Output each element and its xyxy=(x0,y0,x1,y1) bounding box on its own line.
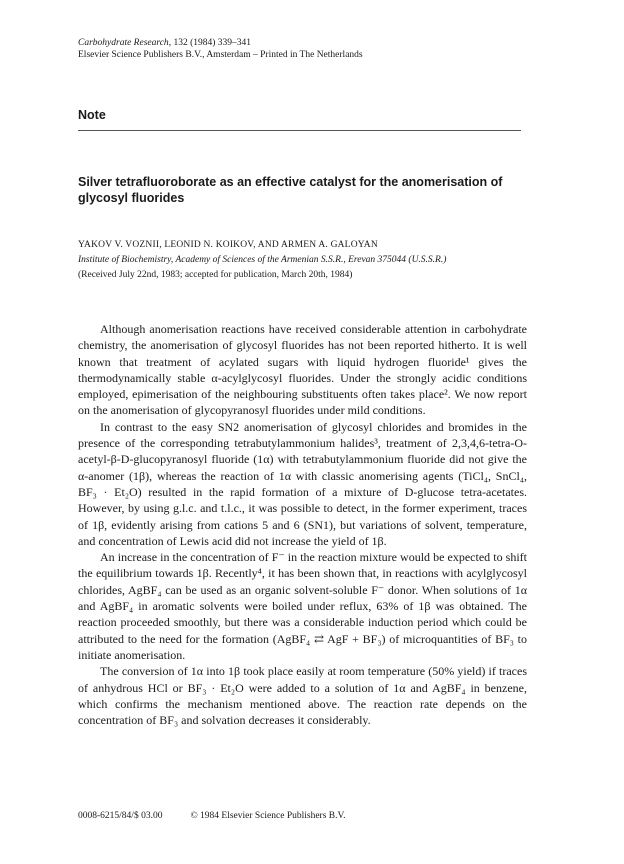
article-title: Silver tetrafluoroborate as an effective catalyst for the anomerisation of glycosyl fluorides xyxy=(78,175,503,205)
header-rule xyxy=(78,130,521,131)
page-footer xyxy=(78,811,346,821)
copyright-line: © 1984 Elsevier Science Publishers B.V. xyxy=(190,811,346,821)
journal-name: Carbohydrate Research xyxy=(78,38,169,48)
body-paragraph: In contrast to the easy SN2 anomerisation of glycosyl chlorides and bromides in the presence of the corresponding tetrabutylammonium halides³, treatment of 2,3,4,6-tetra-O-acetyl-β-D-glucopyranosyl fluoride (1α) with tetrabutylammonium fluoride did not give the α-anomer (1β), whereas the reaction of 1α with classic anomerising agents (TiCl₄, SnCl₄, BF₃ · Et₂O) resulted in the rapid formation of a mixture of D-glucose tetra-acetates. However, by using g.l.c. and t.l.c., it was possible to detect, in the former experiment, traces of 1β, evidently arising from cations 5 and 6 (SN1), but variations of solvent, temperature, and concentration of Lewis acid did not increase the yield of 1β. xyxy=(78,419,527,548)
journal-header xyxy=(78,37,363,61)
body-paragraph: An increase in the concentration of F⁻ in the reaction mixture would be expected to shift the equilibrium towards 1β. Recently⁴, it has been shown that, in reactions with acylglycosyl chlorides, AgBF₄ can be used as an organic solvent-soluble F⁻ donor. When solutions of 1α and AgBF₄ in aromatic solvents were boiled under reflux, 63% of 1β was obtained. The reaction proceeded smoothly, but there was a considerable induction period which could be attributed to the need for the formation (AgBF₄ ⇄ AgF + BF₃) of microquantities of BF₃ to initiate anomerisation. xyxy=(78,550,527,662)
article-body xyxy=(78,321,527,728)
journal-citation: , 132 (1984) 339–341 xyxy=(168,38,252,48)
section-label: Note xyxy=(78,108,106,122)
issn-code: 0008-6215/84/$ 03.00 xyxy=(78,811,163,821)
body-paragraph: The conversion of 1α into 1β took place easily at room temperature (50% yield) if traces of anhydrous HCl or BF₃ · Et₂O were added to a solution of 1α and AgBF₄ in benzene, which confirms the mechanism mentioned above. The reaction rate depends on the concentration of BF₃ and solvation decreases it considerably. xyxy=(78,664,527,728)
publisher-line: Elsevier Science Publishers B.V., Amsterdam – Printed in The Netherlands xyxy=(78,50,363,60)
affiliation: Institute of Biochemistry, Academy of Sciences of the Armenian S.S.R., Erevan 375044 (U.S.S.R.) xyxy=(78,255,447,265)
author-list: YAKOV V. VOZNII, LEONID N. KOIKOV, AND ARMEN A. GALOYAN xyxy=(78,240,378,250)
body-paragraph: Although anomerisation reactions have received considerable attention in carbohydrate chemistry, the anomerisation of glycosyl fluorides has not been reported hitherto. It is well known that treatment of acylated sugars with liquid hydrogen fluoride¹ gives the thermodynamically stable α-acylglycosyl fluorides. Under the strongly acidic conditions employed, epimerisation of the neighbouring substituents often takes place². We now report on the anomerisation of glycopyranosyl fluorides under mild conditions. xyxy=(78,322,527,418)
received-dates: (Received July 22nd, 1983; accepted for publication, March 20th, 1984) xyxy=(78,270,353,280)
